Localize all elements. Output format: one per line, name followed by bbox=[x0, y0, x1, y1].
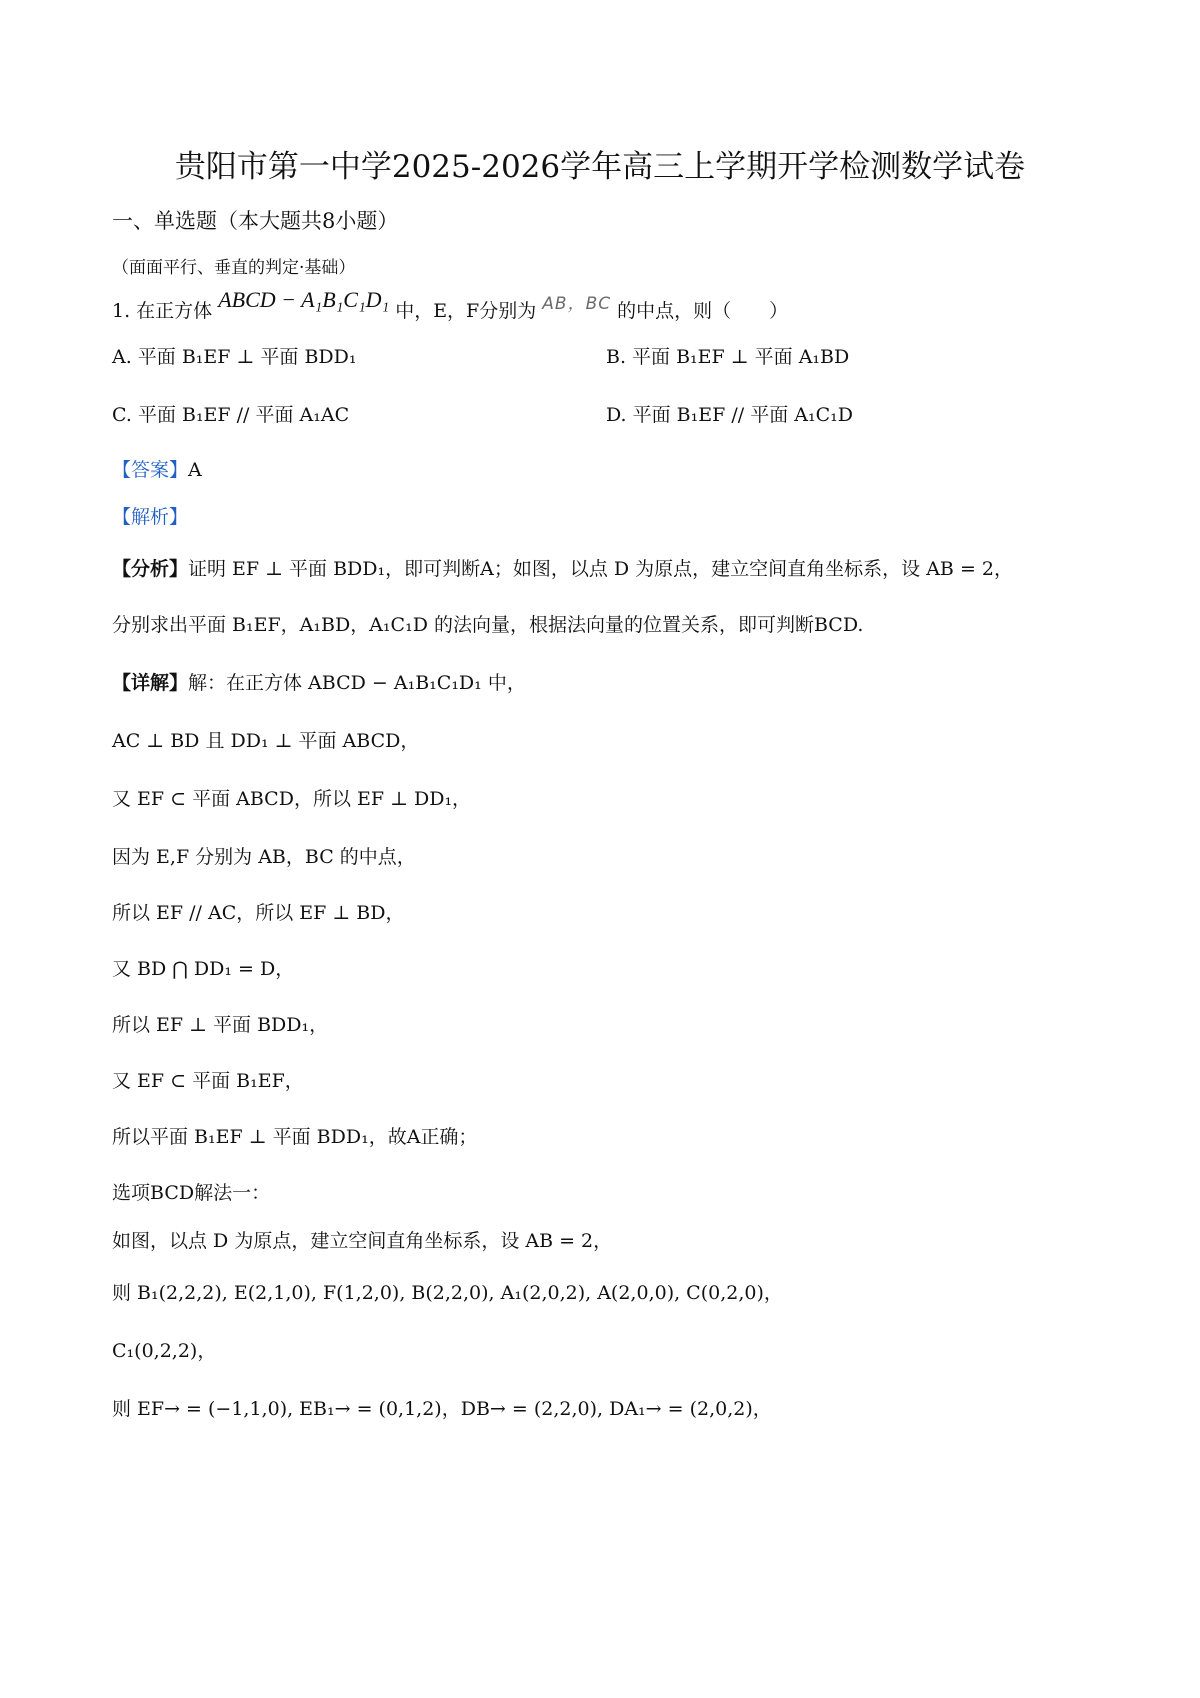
xiangjie-line bbox=[112, 672, 526, 696]
solution-line: 所以平面 B₁EF ⊥ 平面 BDD₁，故A正确； bbox=[112, 1126, 478, 1148]
fenxi-text-1: 证明 EF ⊥ 平面 BDD₁，即可判断A；如图，以点 D 为原点，建立空间直角坐标系，设 AB = 2， bbox=[188, 558, 1013, 580]
question-number: 1. 在正方体 bbox=[112, 300, 213, 322]
fenxi-line-2: 分别求出平面 B₁EF，A₁BD，A₁C₁D 的法向量，根据法向量的位置关系，即可判断BCD. bbox=[112, 614, 864, 636]
solution-line: 又 EF ⊂ 平面 ABCD，所以 EF ⊥ DD₁， bbox=[112, 788, 472, 810]
option-b: B. 平面 B₁EF ⊥ 平面 A₁BD bbox=[606, 346, 850, 368]
answer-line bbox=[112, 459, 202, 483]
solution-line: 又 EF ⊂ 平面 B₁EF， bbox=[112, 1070, 304, 1092]
vectors-line: 则 EF→ = (−1,1,0), EB₁→ = (0,1,2)，DB→ = (2,2,0), DA₁→ = (2,0,2)， bbox=[112, 1398, 772, 1420]
coordinates-line: 则 B₁(2,2,2), E(2,1,0), F(1,2,0), B(2,2,0), A₁(2,0,2), A(2,0,0), C(0,2,0)， bbox=[112, 1282, 783, 1304]
fenxi-line-1 bbox=[112, 558, 1013, 582]
page-title: 贵阳市第一中学2025-2026学年高三上学期开学检测数学试卷 bbox=[174, 149, 1026, 185]
solution-line: 所以 EF // AC，所以 EF ⊥ BD， bbox=[112, 902, 405, 924]
xiangjie-label: 【详解】 bbox=[112, 672, 189, 694]
solution-line: 又 BD ⋂ DD₁ = D， bbox=[112, 958, 295, 980]
answer-tag: 【答案】 bbox=[112, 459, 189, 481]
topic-note: （面面平行、垂直的判定·基础） bbox=[112, 258, 356, 278]
option-d: D. 平面 B₁EF // 平面 A₁C₁D bbox=[606, 404, 853, 426]
solution-line: 所以 EF ⊥ 平面 BDD₁， bbox=[112, 1014, 329, 1036]
solution-line: 选项BCD解法一： bbox=[112, 1182, 271, 1204]
solution-line: 因为 E,F 分别为 AB，BC 的中点， bbox=[112, 846, 416, 868]
question-end: 的中点，则（ ） bbox=[617, 300, 789, 322]
answer-value: A bbox=[188, 459, 202, 481]
question-1 bbox=[112, 287, 789, 324]
solution-line: 解：在正方体 ABCD − A₁B₁C₁D₁ 中， bbox=[188, 672, 526, 694]
ab-bc-label: AB，BC bbox=[542, 294, 612, 314]
coordinates-line: C₁(0,2,2)， bbox=[112, 1340, 217, 1362]
solution-line: AC ⊥ BD 且 DD₁ ⊥ 平面 ABCD， bbox=[112, 730, 420, 752]
option-c: C. 平面 B₁EF // 平面 A₁AC bbox=[112, 404, 350, 426]
solution-line: 如图，以点 D 为原点，建立空间直角坐标系，设 AB = 2， bbox=[112, 1230, 613, 1252]
fenxi-label: 【分析】 bbox=[112, 558, 189, 580]
option-a: A. 平面 B₁EF ⊥ 平面 BDD₁ bbox=[112, 346, 357, 368]
analysis-tag: 【解析】 bbox=[112, 506, 189, 528]
cube-name: ABCD − A₁B₁C₁D₁ bbox=[218, 287, 390, 312]
section-heading: 一、单选题（本大题共8小题） bbox=[112, 209, 399, 233]
question-mid: 中，E，F分别为 bbox=[395, 300, 537, 322]
